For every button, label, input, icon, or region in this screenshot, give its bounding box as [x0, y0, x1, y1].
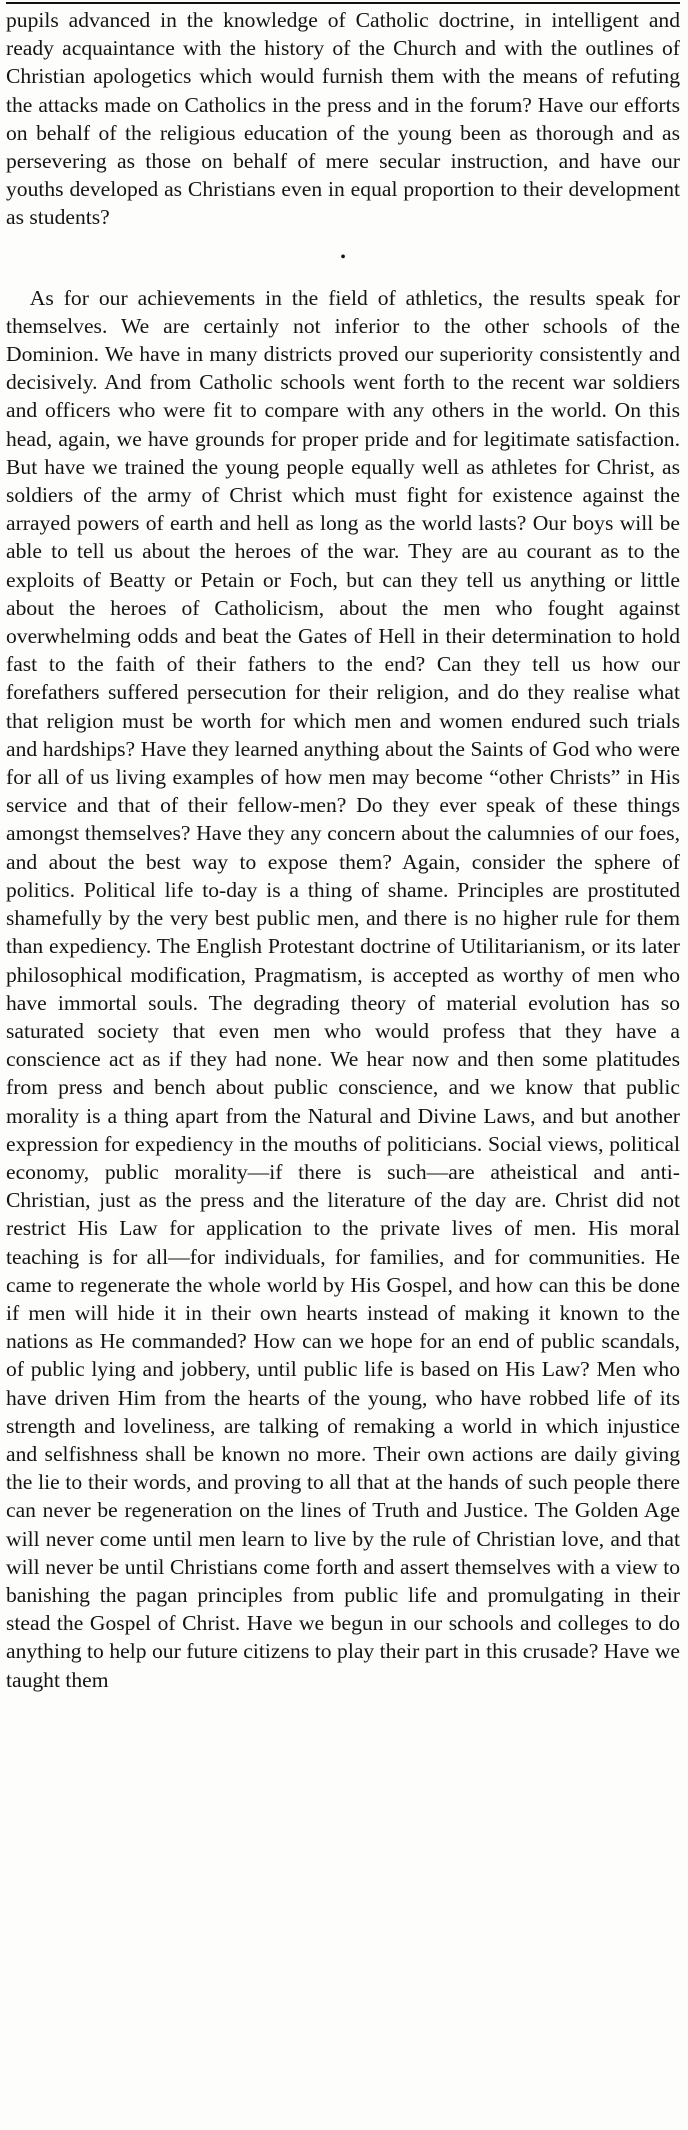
- paragraph-religious-education: pupils advanced in the knowledge of Catholic doctrine, in intelligent and ready acquaintance with the history of the Church and with the outlines of Christian apologetics which would furnish them with the means of refuting the attacks made on Catholics in the press and in the forum? Have our efforts on behalf of the religious education of the young been as thorough and as persevering as those on behalf of mere secular instruction, and have our youths developed as Christians even in equal proportion to their development as students?: [6, 8, 680, 230]
- section-separator: [6, 232, 680, 284]
- top-rule: [6, 2, 680, 4]
- paragraph-athletics: As for our achievements in the field of athletics, the results speak for themselves. We are certainly not inferior to the other schools of the Dominion. We have in many districts proved our superiority consistently and decisively. And from Catholic schools went forth to the recent war soldiers and officers who were fit to compare with any others in the world. On this head, again, we have grounds for proper pride and for legitimate satisfaction. But have we trained the young people equally well as athletes for Christ, as soldiers of the army of Christ which must fight for existence against the arrayed powers of earth and hell as long as the world lasts? Our boys will be able to tell us about the heroes of the war. They are au courant as to the exploits of Beatty or Petain or Foch, but can they tell us anything or little about the heroes of Catholicism, about the men who fought against overwhelming odds and beat the Gates of Hell in their determination to hold fast to the faith of their fathers to the end? Can they tell us how our forefathers suffered persecution for their religion, and do they realise what that religion must be worth for which men and women endured such trials and hardships? Have they learned anything about the Saints of God who were for all of us living examples of how men may become “other Christs” in His service and that of their fellow-men? Do they ever speak of these things amongst themselves? Have they any concern about the calumnies of our foes, and about the best way to expose them? Again, consider the sphere of politics. Political life to-day is a thing of shame. Principles are prostituted shamefully by the very best public men, and there is no higher rule for them than expediency. The English Protestant doctrine of Utilitarianism, or its later philosophical modification, Pragmatism, is accepted as worthy of men who have immortal souls. The degrading theory of material evolution has so saturated society that even men who would profess that they have a conscience act as if they had none. We hear now and then some platitudes from press and bench about public conscience, and we know that public morality is a thing apart from the Natural and Divine Laws, and but another expression for expediency in the mouths of politicians. Social views, political economy, public morality—if there is such—are atheistical and anti-Christian, just as the press and the literature of the day are. Christ did not restrict His Law for application to the private lives of men. His moral teaching is for all—for individuals, for families, and for communities. He came to regenerate the whole world by His Gospel, and how can this be done if men will hide it in their own hearts instead of making it known to the nations as He commanded? How can we hope for an end of public scandals, of public lying and jobbery, until public life is based on His Law? Men who have driven Him from the hearts of the young, who have robbed life of its strength and loveliness, are talking of remaking a world in which injustice and selfishness shall be known no more. Their own actions are daily giving the lie to their words, and proving to all that at the hands of such people there can never be regeneration on the lines of Truth and Justice. The Golden Age will never come until men learn to live by the rule of Christian love, and that will never be until Christians come forth and assert themselves with a view to banishing the pagan principles from public life and promulgating in their stead the Gospel of Christ. Have we begun in our schools and colleges to do anything to help our future citizens to play their part in this crusade? Have we taught them: [6, 285, 680, 1692]
- article-column: [6, 6, 680, 1694]
- separator-mark: •: [340, 248, 346, 266]
